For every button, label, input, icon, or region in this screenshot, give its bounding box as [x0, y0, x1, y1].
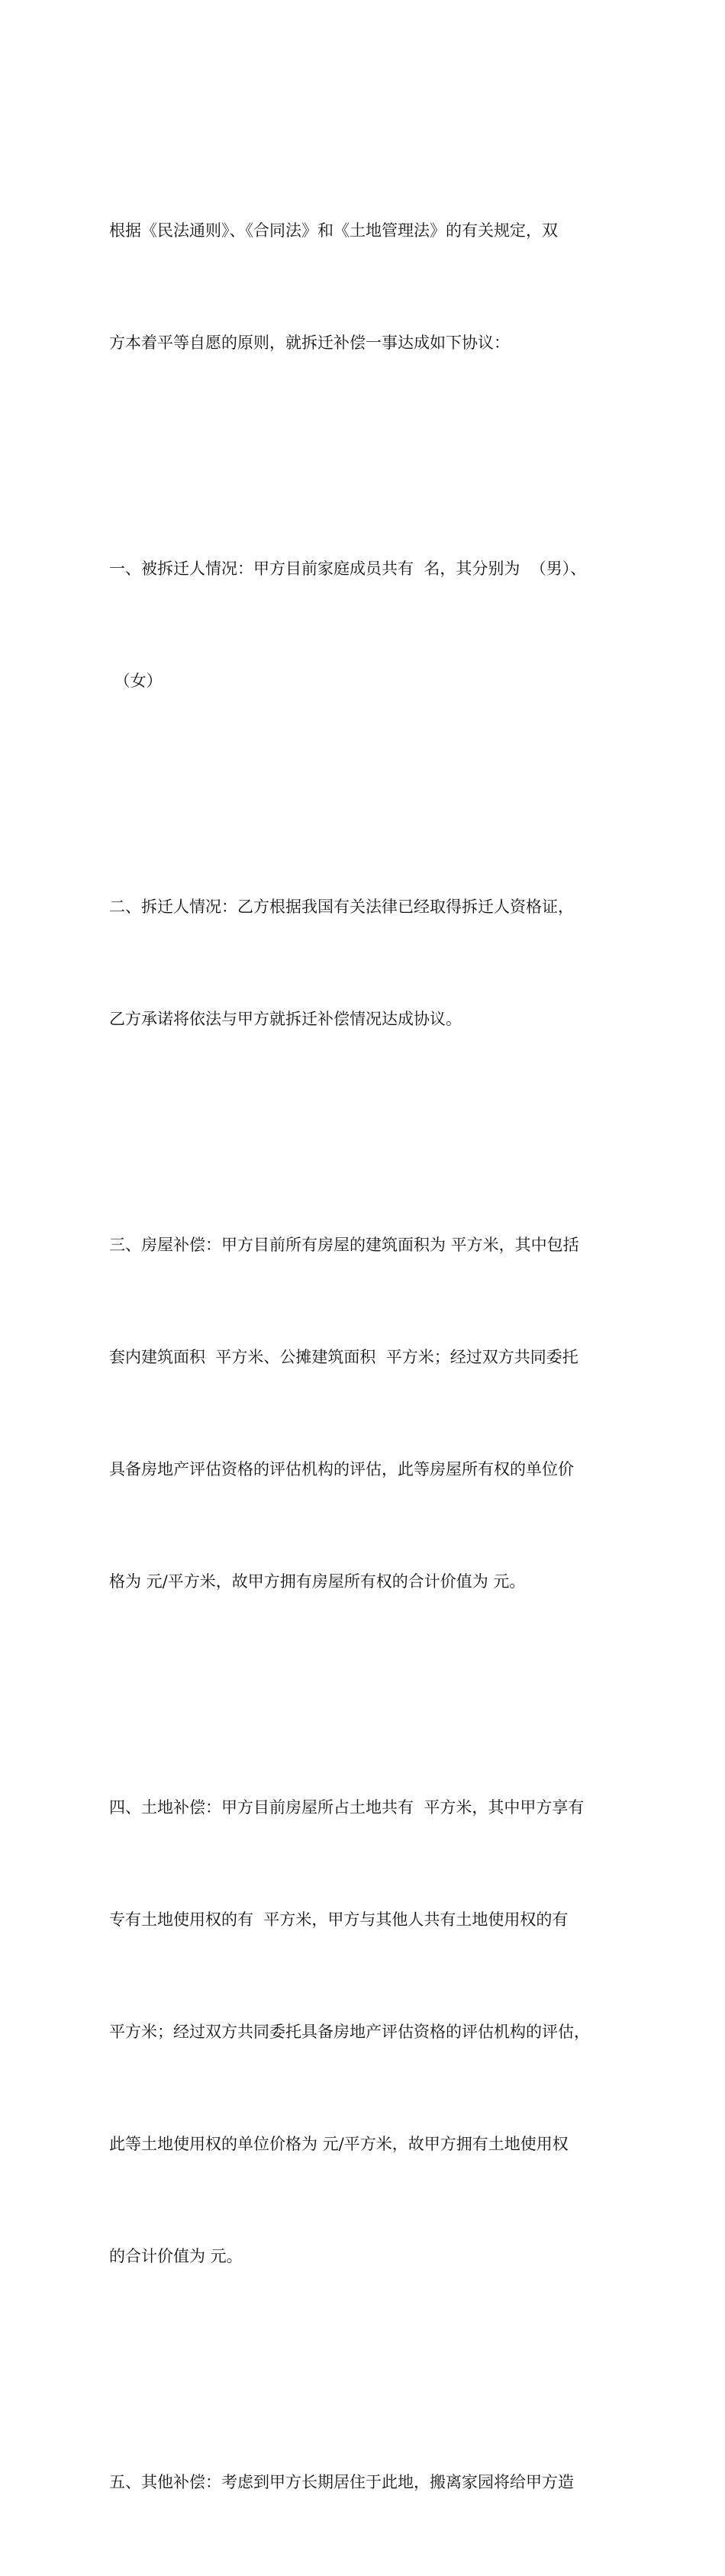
text-line: 格为 元/平方米，故甲方拥有房屋所有权的合计价值为 元。 — [109, 1572, 526, 1591]
paragraph-gap — [109, 775, 628, 814]
text-line: 三、房屋补偿：甲方目前所有房屋的建筑面积为 平方米，其中包括 — [109, 1236, 579, 1254]
text-line: 的合计价值为 元。 — [109, 2247, 243, 2265]
text-line: 五、其他补偿：考虑到甲方长期居住于此地，搬离家园将给甲方造 — [109, 2473, 574, 2491]
paragraph-gap — [109, 1113, 628, 1152]
text-line: 一、被拆迁人情况：甲方目前家庭成员共有 名，其分别为 （男）、 — [109, 559, 587, 578]
paragraph-gap — [109, 1675, 628, 1714]
text-line: 平方米；经过双方共同委托具备房地产评估资格的评估机构的评估， — [109, 2023, 590, 2041]
paragraph-gap — [109, 2350, 628, 2389]
paragraph-section-5 — [109, 2389, 628, 2576]
text-line: 乙方承诺将依法与甲方就拆迁补偿情况达成协议。 — [109, 1010, 462, 1028]
text-line: 具备房地产评估资格的评估机构的评估，此等房屋所有权的单位价 — [109, 1460, 574, 1478]
paragraph-section-3 — [109, 1152, 628, 1675]
paragraph-section-2 — [109, 814, 628, 1113]
text-line: 方本着平等自愿的原则，就拆迁补偿一事达成如下协议： — [109, 334, 510, 352]
paragraph-preamble — [109, 137, 628, 437]
text-line: 根据《民法通则》、《合同法》和《土地管理法》的有关规定，双 — [109, 221, 558, 240]
text-line: 套内建筑面积 平方米、公摊建筑面积 平方米；经过双方共同委托 — [109, 1348, 578, 1366]
agreement-body — [109, 137, 628, 2576]
paragraph-section-1 — [109, 476, 628, 775]
text-line: （女） — [109, 672, 163, 690]
text-line: 专有土地使用权的有 平方米，甲方与其他人共有土地使用权的有 — [109, 1910, 569, 1929]
paragraph-section-4 — [109, 1714, 628, 2350]
paragraph-gap — [109, 437, 628, 476]
text-line: 二、拆迁人情况：乙方根据我国有关法律已经取得拆迁人资格证， — [109, 898, 574, 916]
text-line: 四、土地补偿：甲方目前房屋所占土地共有 平方米，其中甲方享有 — [109, 1798, 585, 1817]
text-line: 此等土地使用权的单位价格为 元/平方米，故甲方拥有土地使用权 — [109, 2135, 569, 2153]
